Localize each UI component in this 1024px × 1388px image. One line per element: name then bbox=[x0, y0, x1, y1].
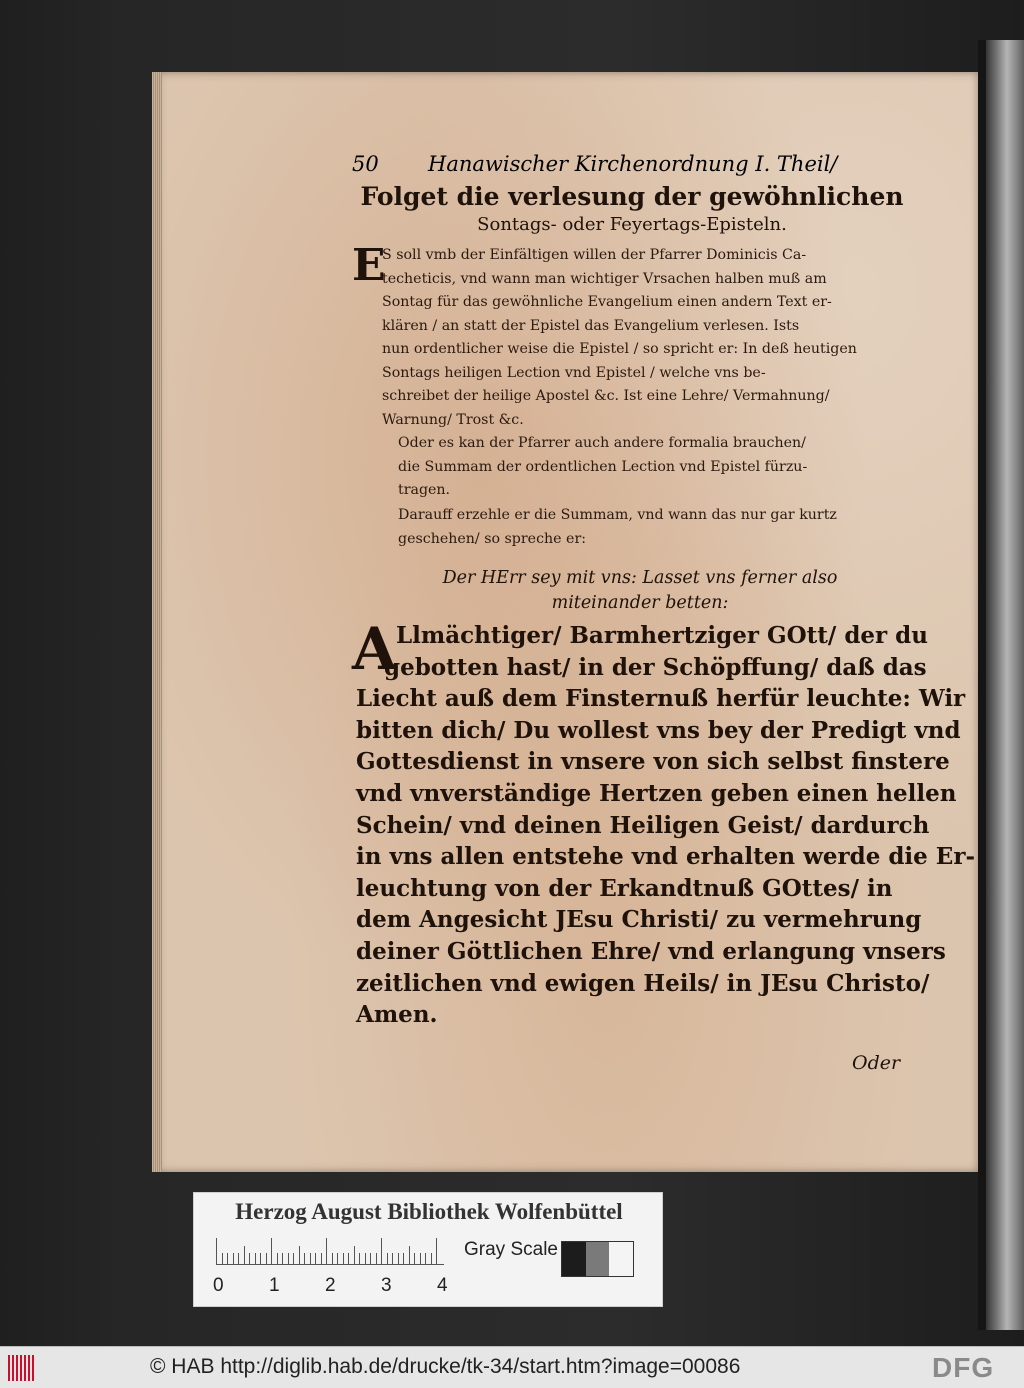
hab-logo-icon bbox=[8, 1355, 34, 1381]
logo-bar bbox=[32, 1355, 34, 1381]
ruler-tick bbox=[299, 1246, 300, 1264]
ruler-tick bbox=[387, 1253, 388, 1264]
prayer-line: zeitlichen vnd ewigen Heils/ in JEsu Christo/ bbox=[356, 969, 930, 997]
ruler-tick bbox=[365, 1253, 366, 1264]
grayscale-label: Gray Scale bbox=[464, 1239, 558, 1260]
ruler-tick bbox=[431, 1253, 432, 1264]
ruler-tick bbox=[409, 1246, 410, 1264]
drop-cap-e: E bbox=[352, 240, 386, 291]
prayer-line: Gottesdienst in vnsere von sich selbst finstere bbox=[356, 748, 950, 776]
ruler-tick bbox=[260, 1253, 261, 1264]
ruler-tick bbox=[398, 1253, 399, 1264]
paragraph-line: Sontags heiligen Lection vnd Epistel / welche vns be- bbox=[382, 364, 766, 381]
ruler-tick bbox=[282, 1253, 283, 1264]
paragraph-line: klären / an statt der Epistel das Evangelium verlesen. Ists bbox=[382, 317, 800, 334]
ruler-tick bbox=[343, 1253, 344, 1264]
library-title: Herzog August Bibliothek Wolfenbüttel bbox=[235, 1199, 623, 1224]
prayer-line: Llmächtiger/ Barmhertziger GOtt/ der du bbox=[396, 622, 928, 649]
prayer-line: Schein/ vnd deinen Heiligen Geist/ dardurch bbox=[356, 811, 930, 839]
ruler-tick bbox=[277, 1253, 278, 1264]
ruler-tick bbox=[249, 1253, 250, 1264]
running-title: Hanawischer Kirchenordnung I. Theil/ bbox=[428, 152, 838, 176]
prayer-line: dem Angesicht JEsu Christi/ zu vermehrung bbox=[356, 906, 922, 934]
ruler-tick bbox=[315, 1253, 316, 1264]
section-title: Folget die verlesung der gewöhnlichen bbox=[360, 182, 904, 211]
logo-bar bbox=[20, 1355, 22, 1381]
ruler-number: 0 bbox=[213, 1275, 224, 1296]
prayer-line: in vns allen entstehe vnd erhalten werde die Er- bbox=[356, 843, 976, 871]
invocation-line: Der HErr sey mit vns: Lasset vns ferner also bbox=[442, 568, 838, 588]
ruler-tick bbox=[310, 1253, 311, 1264]
library-card bbox=[193, 1192, 663, 1307]
ruler-tick bbox=[288, 1253, 289, 1264]
ruler-tick bbox=[414, 1253, 415, 1264]
dfg-logo: DFG bbox=[932, 1352, 995, 1383]
ruler-tick bbox=[354, 1246, 355, 1264]
ruler-tick bbox=[348, 1253, 349, 1264]
paragraph-line: schreibet der heilige Apostel &c. Ist eine Lehre/ Vermahnung/ bbox=[382, 388, 830, 404]
ruler-tick bbox=[304, 1253, 305, 1264]
ruler-number: 2 bbox=[325, 1275, 336, 1296]
paragraph-line: S soll vmb der Einfältigen willen der Pfarrer Dominicis Ca- bbox=[382, 247, 807, 263]
ruler-number: 1 bbox=[269, 1275, 280, 1296]
ruler-tick bbox=[337, 1253, 338, 1264]
ruler-tick bbox=[420, 1253, 421, 1264]
paragraph-line: geschehen/ so spreche er: bbox=[398, 530, 587, 547]
ruler-tick bbox=[255, 1253, 256, 1264]
grayscale-swatch bbox=[586, 1242, 610, 1276]
ruler-tick bbox=[244, 1246, 245, 1264]
catchword: Oder bbox=[852, 1052, 901, 1074]
paragraph-line: Warnung/ Trost &c. bbox=[382, 411, 524, 428]
grayscale-swatches bbox=[561, 1241, 634, 1277]
ruler-tick bbox=[271, 1238, 272, 1264]
ruler-tick bbox=[376, 1253, 377, 1264]
paragraph-line: nun ordentlicher weise die Epistel / so spricht er: In deß heutigen bbox=[382, 341, 857, 357]
ruler-tick bbox=[381, 1238, 382, 1264]
prayer-line: Amen. bbox=[356, 1001, 438, 1029]
invocation-line: miteinander betten: bbox=[551, 593, 729, 613]
scale-ruler bbox=[216, 1239, 444, 1265]
paragraph-line: Darauff erzehle er die Summam, vnd wann das nur gar kurtz bbox=[398, 507, 837, 523]
prayer-line: deiner Göttlichen Ehre/ vnd erlangung vnsers bbox=[356, 937, 946, 965]
ruler-tick bbox=[332, 1253, 333, 1264]
paragraph-line: die Summam der ordentlichen Lection vnd Epistel fürzu- bbox=[398, 458, 808, 475]
copyright-text: © HAB http://diglib.hab.de/drucke/tk-34/start.htm?image=00086 bbox=[150, 1355, 741, 1378]
ruler-tick bbox=[326, 1238, 327, 1264]
prayer-line: Liecht auß dem Finsternuß herfür leuchte: Wir bbox=[356, 685, 966, 713]
ruler-tick bbox=[359, 1253, 360, 1264]
prayer-line: bitten dich/ Du wollest vns bey der Predigt vnd bbox=[356, 716, 961, 744]
ruler-tick bbox=[425, 1253, 426, 1264]
drop-cap-a: A bbox=[352, 615, 398, 683]
ruler-tick bbox=[403, 1253, 404, 1264]
logo-bar bbox=[12, 1355, 14, 1381]
invocation bbox=[400, 566, 880, 616]
ruler-tick bbox=[216, 1238, 217, 1264]
paragraph-line: techeticis, vnd wann man wichtiger Vrsachen halben muß am bbox=[382, 270, 827, 287]
logo-bar bbox=[8, 1355, 10, 1381]
logo-bar bbox=[16, 1355, 18, 1381]
paragraph-line: Oder es kan der Pfarrer auch andere formalia brauchen/ bbox=[398, 435, 806, 451]
prayer-text bbox=[356, 620, 976, 1031]
paragraph-line: tragen. bbox=[398, 482, 451, 498]
ruler-tick bbox=[266, 1253, 267, 1264]
grayscale-swatch bbox=[562, 1242, 586, 1276]
paragraph-3 bbox=[398, 504, 837, 551]
prayer-line: leuchtung von der Erkandtnuß GOttes/ in bbox=[356, 874, 893, 902]
ruler-number: 4 bbox=[437, 1275, 448, 1296]
ruler-tick bbox=[392, 1253, 393, 1264]
section-subtitle: Sontags- oder Feyertags-Episteln. bbox=[477, 214, 787, 235]
paragraph-line: Sontag für das gewöhnliche Evangelium einen andern Text er- bbox=[382, 294, 832, 310]
footer-bar bbox=[0, 1346, 1024, 1388]
ruler-tick bbox=[436, 1238, 437, 1264]
ruler-tick bbox=[321, 1253, 322, 1264]
ruler-tick bbox=[238, 1253, 239, 1264]
ruler-tick bbox=[233, 1253, 234, 1264]
prayer-line: gebotten hast/ in der Schöpffung/ daß das bbox=[384, 653, 927, 681]
page-number: 50 bbox=[352, 152, 379, 176]
paragraph-2 bbox=[398, 432, 807, 503]
paragraph-1 bbox=[382, 244, 857, 432]
logo-bar bbox=[28, 1355, 30, 1381]
book-edge bbox=[986, 40, 1024, 1330]
ruler-tick bbox=[293, 1253, 294, 1264]
ruler-number: 3 bbox=[381, 1275, 392, 1296]
ruler-tick bbox=[370, 1253, 371, 1264]
logo-bar bbox=[24, 1355, 26, 1381]
page-leaves bbox=[152, 72, 162, 1172]
prayer-line: vnd vnverständige Hertzen geben einen hellen bbox=[356, 779, 957, 807]
page-header bbox=[352, 150, 912, 182]
ruler-tick bbox=[227, 1253, 228, 1264]
grayscale-swatch bbox=[609, 1242, 633, 1276]
ruler-tick bbox=[222, 1253, 223, 1264]
